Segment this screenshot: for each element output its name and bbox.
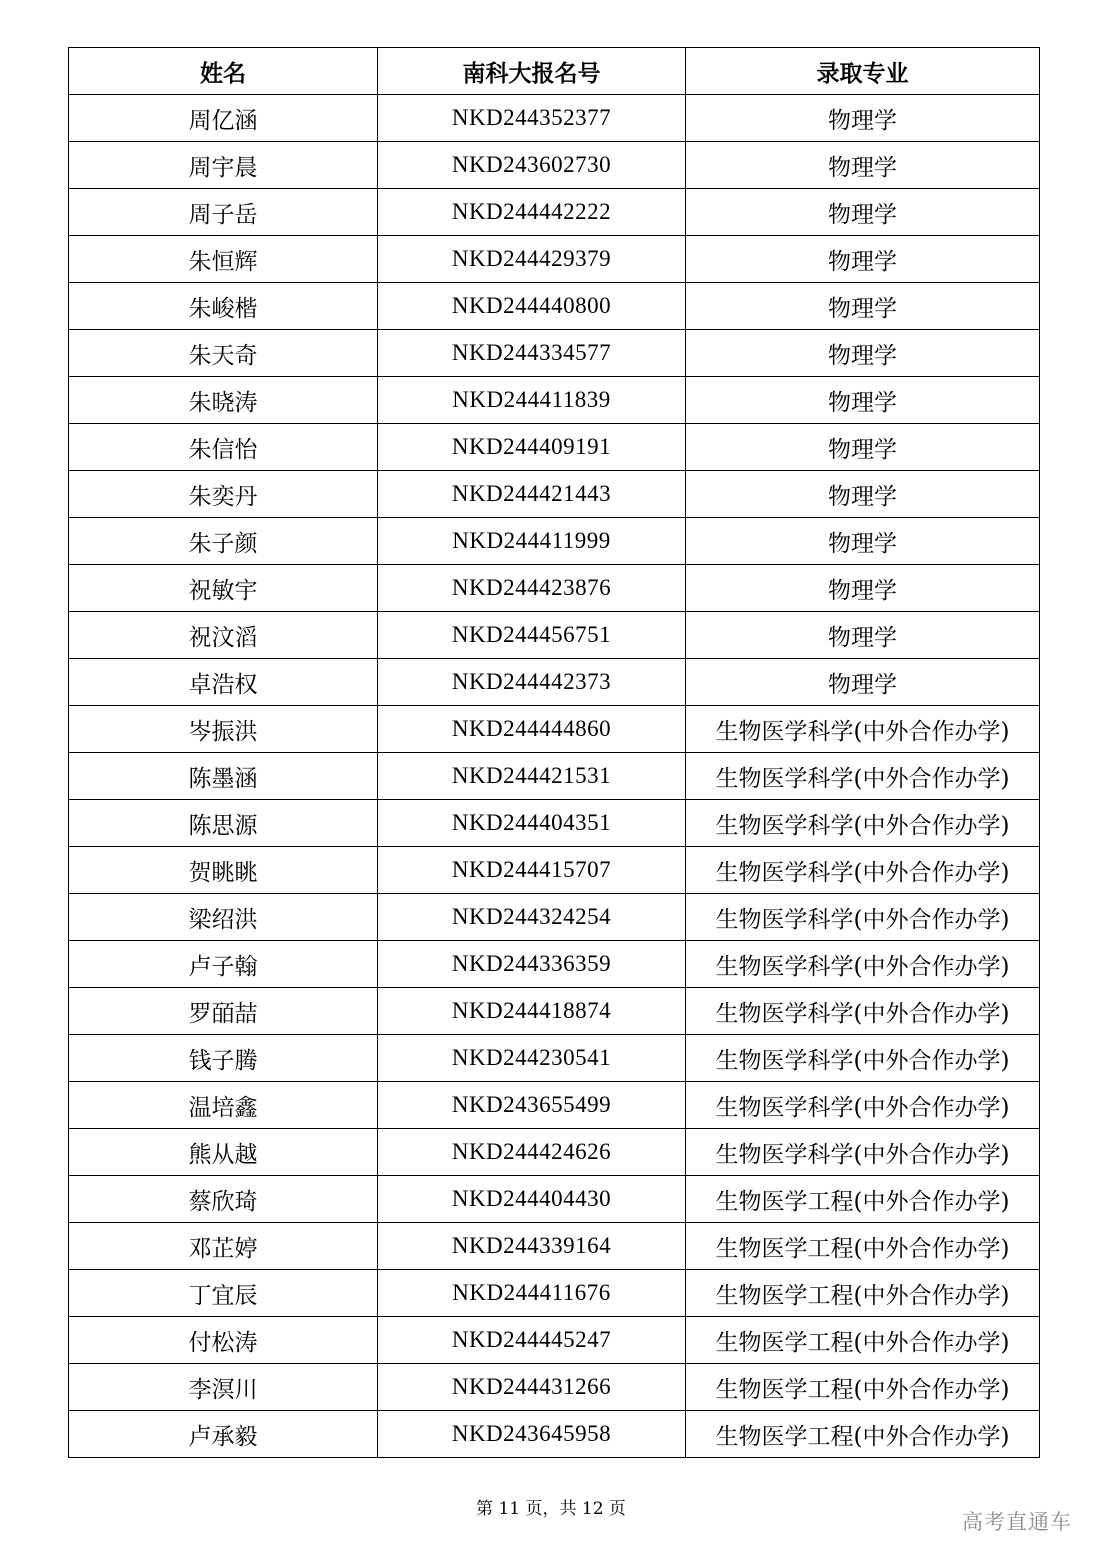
cell-id: NKD244324254 xyxy=(378,894,686,941)
cell-name: 祝敏宇 xyxy=(69,565,378,612)
cell-name: 祝汶滔 xyxy=(69,612,378,659)
cell-id: NKD244415707 xyxy=(378,847,686,894)
cell-major: 生物医学工程(中外合作办学) xyxy=(686,1317,1040,1364)
cell-name: 周亿涵 xyxy=(69,95,378,142)
table-row xyxy=(69,1364,1040,1411)
cell-name: 李溟川 xyxy=(69,1364,378,1411)
admission-table xyxy=(68,47,1040,1458)
cell-id: NKD244404430 xyxy=(378,1176,686,1223)
cell-id: NKD244423876 xyxy=(378,565,686,612)
cell-major: 生物医学工程(中外合作办学) xyxy=(686,1411,1040,1458)
cell-major: 物理学 xyxy=(686,424,1040,471)
table-row xyxy=(69,95,1040,142)
cell-major: 生物医学工程(中外合作办学) xyxy=(686,1270,1040,1317)
cell-major: 生物医学工程(中外合作办学) xyxy=(686,1364,1040,1411)
cell-id: NKD244456751 xyxy=(378,612,686,659)
cell-id: NKD244444860 xyxy=(378,706,686,753)
cell-name: 熊从越 xyxy=(69,1129,378,1176)
cell-name: 卢子翰 xyxy=(69,941,378,988)
cell-id: NKD244442222 xyxy=(378,189,686,236)
cell-major: 生物医学科学(中外合作办学) xyxy=(686,706,1040,753)
cell-id: NKD244352377 xyxy=(378,95,686,142)
table-row xyxy=(69,988,1040,1035)
cell-major: 物理学 xyxy=(686,471,1040,518)
table-row xyxy=(69,1176,1040,1223)
table-row xyxy=(69,1411,1040,1458)
cell-name: 岑振洪 xyxy=(69,706,378,753)
header-major: 录取专业 xyxy=(686,48,1040,95)
cell-id: NKD244442373 xyxy=(378,659,686,706)
cell-name: 罗皕喆 xyxy=(69,988,378,1035)
cell-major: 生物医学科学(中外合作办学) xyxy=(686,1129,1040,1176)
cell-name: 卢承毅 xyxy=(69,1411,378,1458)
cell-name: 贺眺眺 xyxy=(69,847,378,894)
cell-name: 钱子腾 xyxy=(69,1035,378,1082)
table-row xyxy=(69,471,1040,518)
table-row xyxy=(69,753,1040,800)
cell-name: 蔡欣琦 xyxy=(69,1176,378,1223)
cell-major: 生物医学科学(中外合作办学) xyxy=(686,753,1040,800)
table-row xyxy=(69,565,1040,612)
cell-major: 物理学 xyxy=(686,565,1040,612)
cell-id: NKD244334577 xyxy=(378,330,686,377)
cell-major: 物理学 xyxy=(686,612,1040,659)
table-header-row xyxy=(69,48,1040,95)
cell-id: NKD244336359 xyxy=(378,941,686,988)
cell-id: NKD244421443 xyxy=(378,471,686,518)
cell-id: NKD244421531 xyxy=(378,753,686,800)
cell-major: 生物医学科学(中外合作办学) xyxy=(686,1035,1040,1082)
cell-name: 朱恒辉 xyxy=(69,236,378,283)
table-row xyxy=(69,1035,1040,1082)
cell-name: 朱信怡 xyxy=(69,424,378,471)
cell-major: 生物医学科学(中外合作办学) xyxy=(686,800,1040,847)
table-row xyxy=(69,283,1040,330)
cell-id: NKD244411839 xyxy=(378,377,686,424)
cell-id: NKD243602730 xyxy=(378,142,686,189)
table-row xyxy=(69,659,1040,706)
cell-name: 陈思源 xyxy=(69,800,378,847)
cell-name: 朱子颜 xyxy=(69,518,378,565)
cell-id: NKD244409191 xyxy=(378,424,686,471)
cell-major: 物理学 xyxy=(686,189,1040,236)
cell-major: 生物医学科学(中外合作办学) xyxy=(686,941,1040,988)
cell-major: 生物医学科学(中外合作办学) xyxy=(686,988,1040,1035)
table-row xyxy=(69,142,1040,189)
table-row xyxy=(69,706,1040,753)
table-row xyxy=(69,189,1040,236)
table-row xyxy=(69,941,1040,988)
cell-id: NKD244431266 xyxy=(378,1364,686,1411)
cell-major: 物理学 xyxy=(686,283,1040,330)
cell-name: 丁宜辰 xyxy=(69,1270,378,1317)
table-row xyxy=(69,424,1040,471)
cell-name: 温培鑫 xyxy=(69,1082,378,1129)
page-number: 第 11 页，共 12 页 xyxy=(476,1499,626,1519)
cell-name: 邓芷婷 xyxy=(69,1223,378,1270)
cell-name: 周子岳 xyxy=(69,189,378,236)
table-row xyxy=(69,330,1040,377)
cell-major: 物理学 xyxy=(686,236,1040,283)
cell-name: 朱晓涛 xyxy=(69,377,378,424)
cell-major: 物理学 xyxy=(686,142,1040,189)
cell-id: NKD244440800 xyxy=(378,283,686,330)
watermark-logo-text: 高考直通车 xyxy=(962,1510,1072,1534)
cell-name: 朱峻楷 xyxy=(69,283,378,330)
table-row xyxy=(69,800,1040,847)
cell-major: 生物医学工程(中外合作办学) xyxy=(686,1176,1040,1223)
table-row xyxy=(69,1082,1040,1129)
header-id: 南科大报名号 xyxy=(378,48,686,95)
cell-name: 付松涛 xyxy=(69,1317,378,1364)
cell-id: NKD244411999 xyxy=(378,518,686,565)
cell-major: 物理学 xyxy=(686,95,1040,142)
cell-name: 朱奕丹 xyxy=(69,471,378,518)
cell-id: NKD244429379 xyxy=(378,236,686,283)
table-row xyxy=(69,1270,1040,1317)
cell-id: NKD244339164 xyxy=(378,1223,686,1270)
cell-id: NKD244230541 xyxy=(378,1035,686,1082)
table-body xyxy=(69,95,1040,1458)
cell-major: 生物医学科学(中外合作办学) xyxy=(686,1082,1040,1129)
table-row xyxy=(69,1317,1040,1364)
cell-id: NKD244424626 xyxy=(378,1129,686,1176)
table-row xyxy=(69,377,1040,424)
cell-name: 陈墨涵 xyxy=(69,753,378,800)
cell-name: 周宇晨 xyxy=(69,142,378,189)
cell-major: 生物医学科学(中外合作办学) xyxy=(686,894,1040,941)
cell-major: 物理学 xyxy=(686,659,1040,706)
cell-major: 生物医学工程(中外合作办学) xyxy=(686,1223,1040,1270)
cell-major: 物理学 xyxy=(686,518,1040,565)
cell-name: 朱天奇 xyxy=(69,330,378,377)
table-row xyxy=(69,236,1040,283)
table-row xyxy=(69,1223,1040,1270)
table-row xyxy=(69,518,1040,565)
cell-name: 卓浩权 xyxy=(69,659,378,706)
table-row xyxy=(69,847,1040,894)
header-name: 姓名 xyxy=(69,48,378,95)
cell-id: NKD243655499 xyxy=(378,1082,686,1129)
table-row xyxy=(69,1129,1040,1176)
table-row xyxy=(69,894,1040,941)
cell-major: 物理学 xyxy=(686,377,1040,424)
cell-major: 生物医学科学(中外合作办学) xyxy=(686,847,1040,894)
cell-id: NKD244445247 xyxy=(378,1317,686,1364)
cell-id: NKD244411676 xyxy=(378,1270,686,1317)
cell-id: NKD244404351 xyxy=(378,800,686,847)
cell-major: 物理学 xyxy=(686,330,1040,377)
cell-id: NKD243645958 xyxy=(378,1411,686,1458)
cell-id: NKD244418874 xyxy=(378,988,686,1035)
table-row xyxy=(69,612,1040,659)
cell-name: 梁绍洪 xyxy=(69,894,378,941)
